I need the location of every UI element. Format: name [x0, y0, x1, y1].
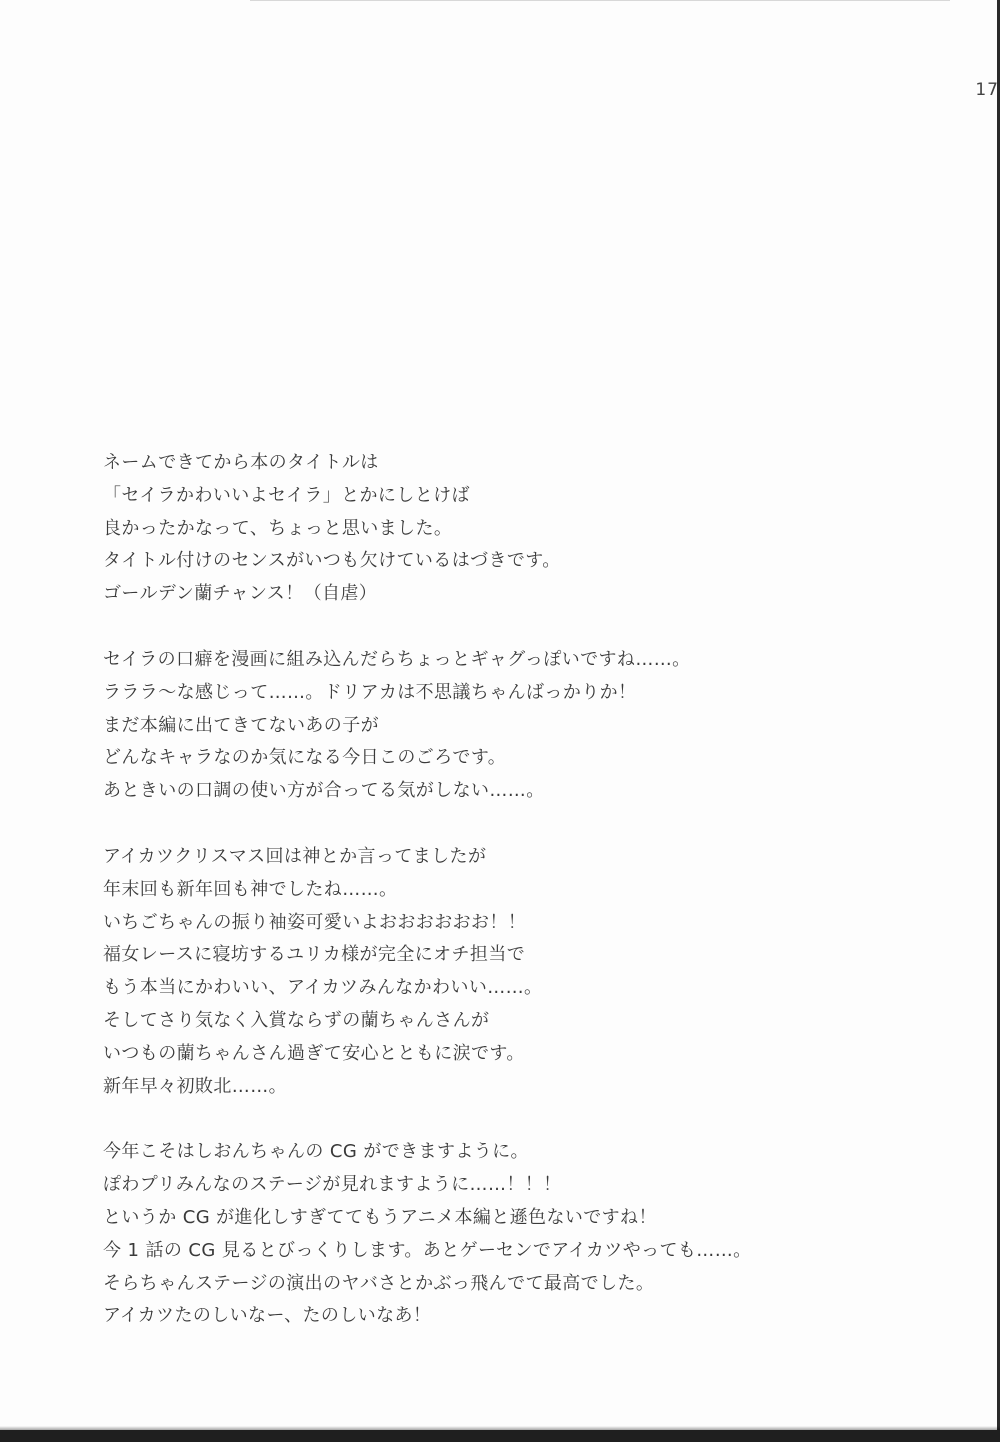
text-body	[103, 447, 903, 1366]
text-line: ネームできてから本のタイトルは	[103, 452, 379, 473]
text-line: セイラの口癖を漫画に組み込んだらちょっとギャグっぽいですね……。	[103, 648, 691, 670]
text-line: ラララ～な感じって……。ドリアカは不思議ちゃんばっかりか！	[103, 681, 637, 703]
paragraph-3	[103, 841, 903, 1103]
text-line: タイトル付けのセンスがいつも欠けているはづきです。	[103, 550, 561, 572]
text-line: ゴールデン蘭チャンス！（自虐）	[103, 583, 378, 605]
text-line: 年末回も新年回も神でしたね……。	[103, 878, 398, 900]
text-line: あときいの口調の使い方が合ってる気がしない……。	[103, 780, 545, 802]
text-line: そしてさり気なく入賞ならずの蘭ちゃんさんが	[103, 1009, 490, 1031]
paragraph-4	[103, 1136, 903, 1333]
text-line: アイカツたのしいなー、たのしいなあ！	[103, 1305, 432, 1327]
scan-edge-bottom	[0, 1430, 1000, 1442]
text-line: というか CG が進化しすぎててもうアニメ本編と遜色ないですね！	[103, 1206, 657, 1228]
text-line: そらちゃんステージの演出のヤバさとかぶっ飛んでて最高でした。	[103, 1272, 655, 1294]
text-line: 福女レースに寝坊するユリカ様が完全にオチ担当で	[103, 944, 526, 966]
text-line: まだ本編に出てきてないあの子が	[103, 714, 379, 736]
text-line: 今年こそはしおんちゃんの CG ができますように。	[103, 1141, 529, 1163]
paragraph-1	[103, 447, 903, 611]
text-line: いちごちゃんの振り袖姿可愛いよおおおおおお！！	[103, 911, 527, 933]
text-line: 新年早々初敗北……。	[103, 1075, 287, 1097]
text-line: 良かったかなって、ちょっと思いました。	[103, 517, 453, 539]
text-line: 今 1 話の CG 見るとびっくりします。あとゲーセンでアイカツやっても……。	[103, 1239, 752, 1261]
text-line: どんなキャラなのか気になる今日このごろです。	[103, 747, 507, 769]
top-divider	[250, 0, 950, 1]
paragraph-2	[103, 644, 903, 808]
text-line: アイカツクリスマス回は神とか言ってましたが	[103, 845, 487, 867]
text-line: ぽわプリみんなのステージが見れますように……！！！	[103, 1174, 562, 1196]
text-line: いつもの蘭ちゃんさん過ぎて安心とともに涙です。	[103, 1042, 525, 1064]
text-line: もう本当にかわいい、アイカツみんなかわいい……。	[103, 977, 543, 999]
text-line: 「セイラかわいいよセイラ」とかにしとけば	[103, 484, 470, 506]
page-number: 17	[975, 80, 999, 100]
